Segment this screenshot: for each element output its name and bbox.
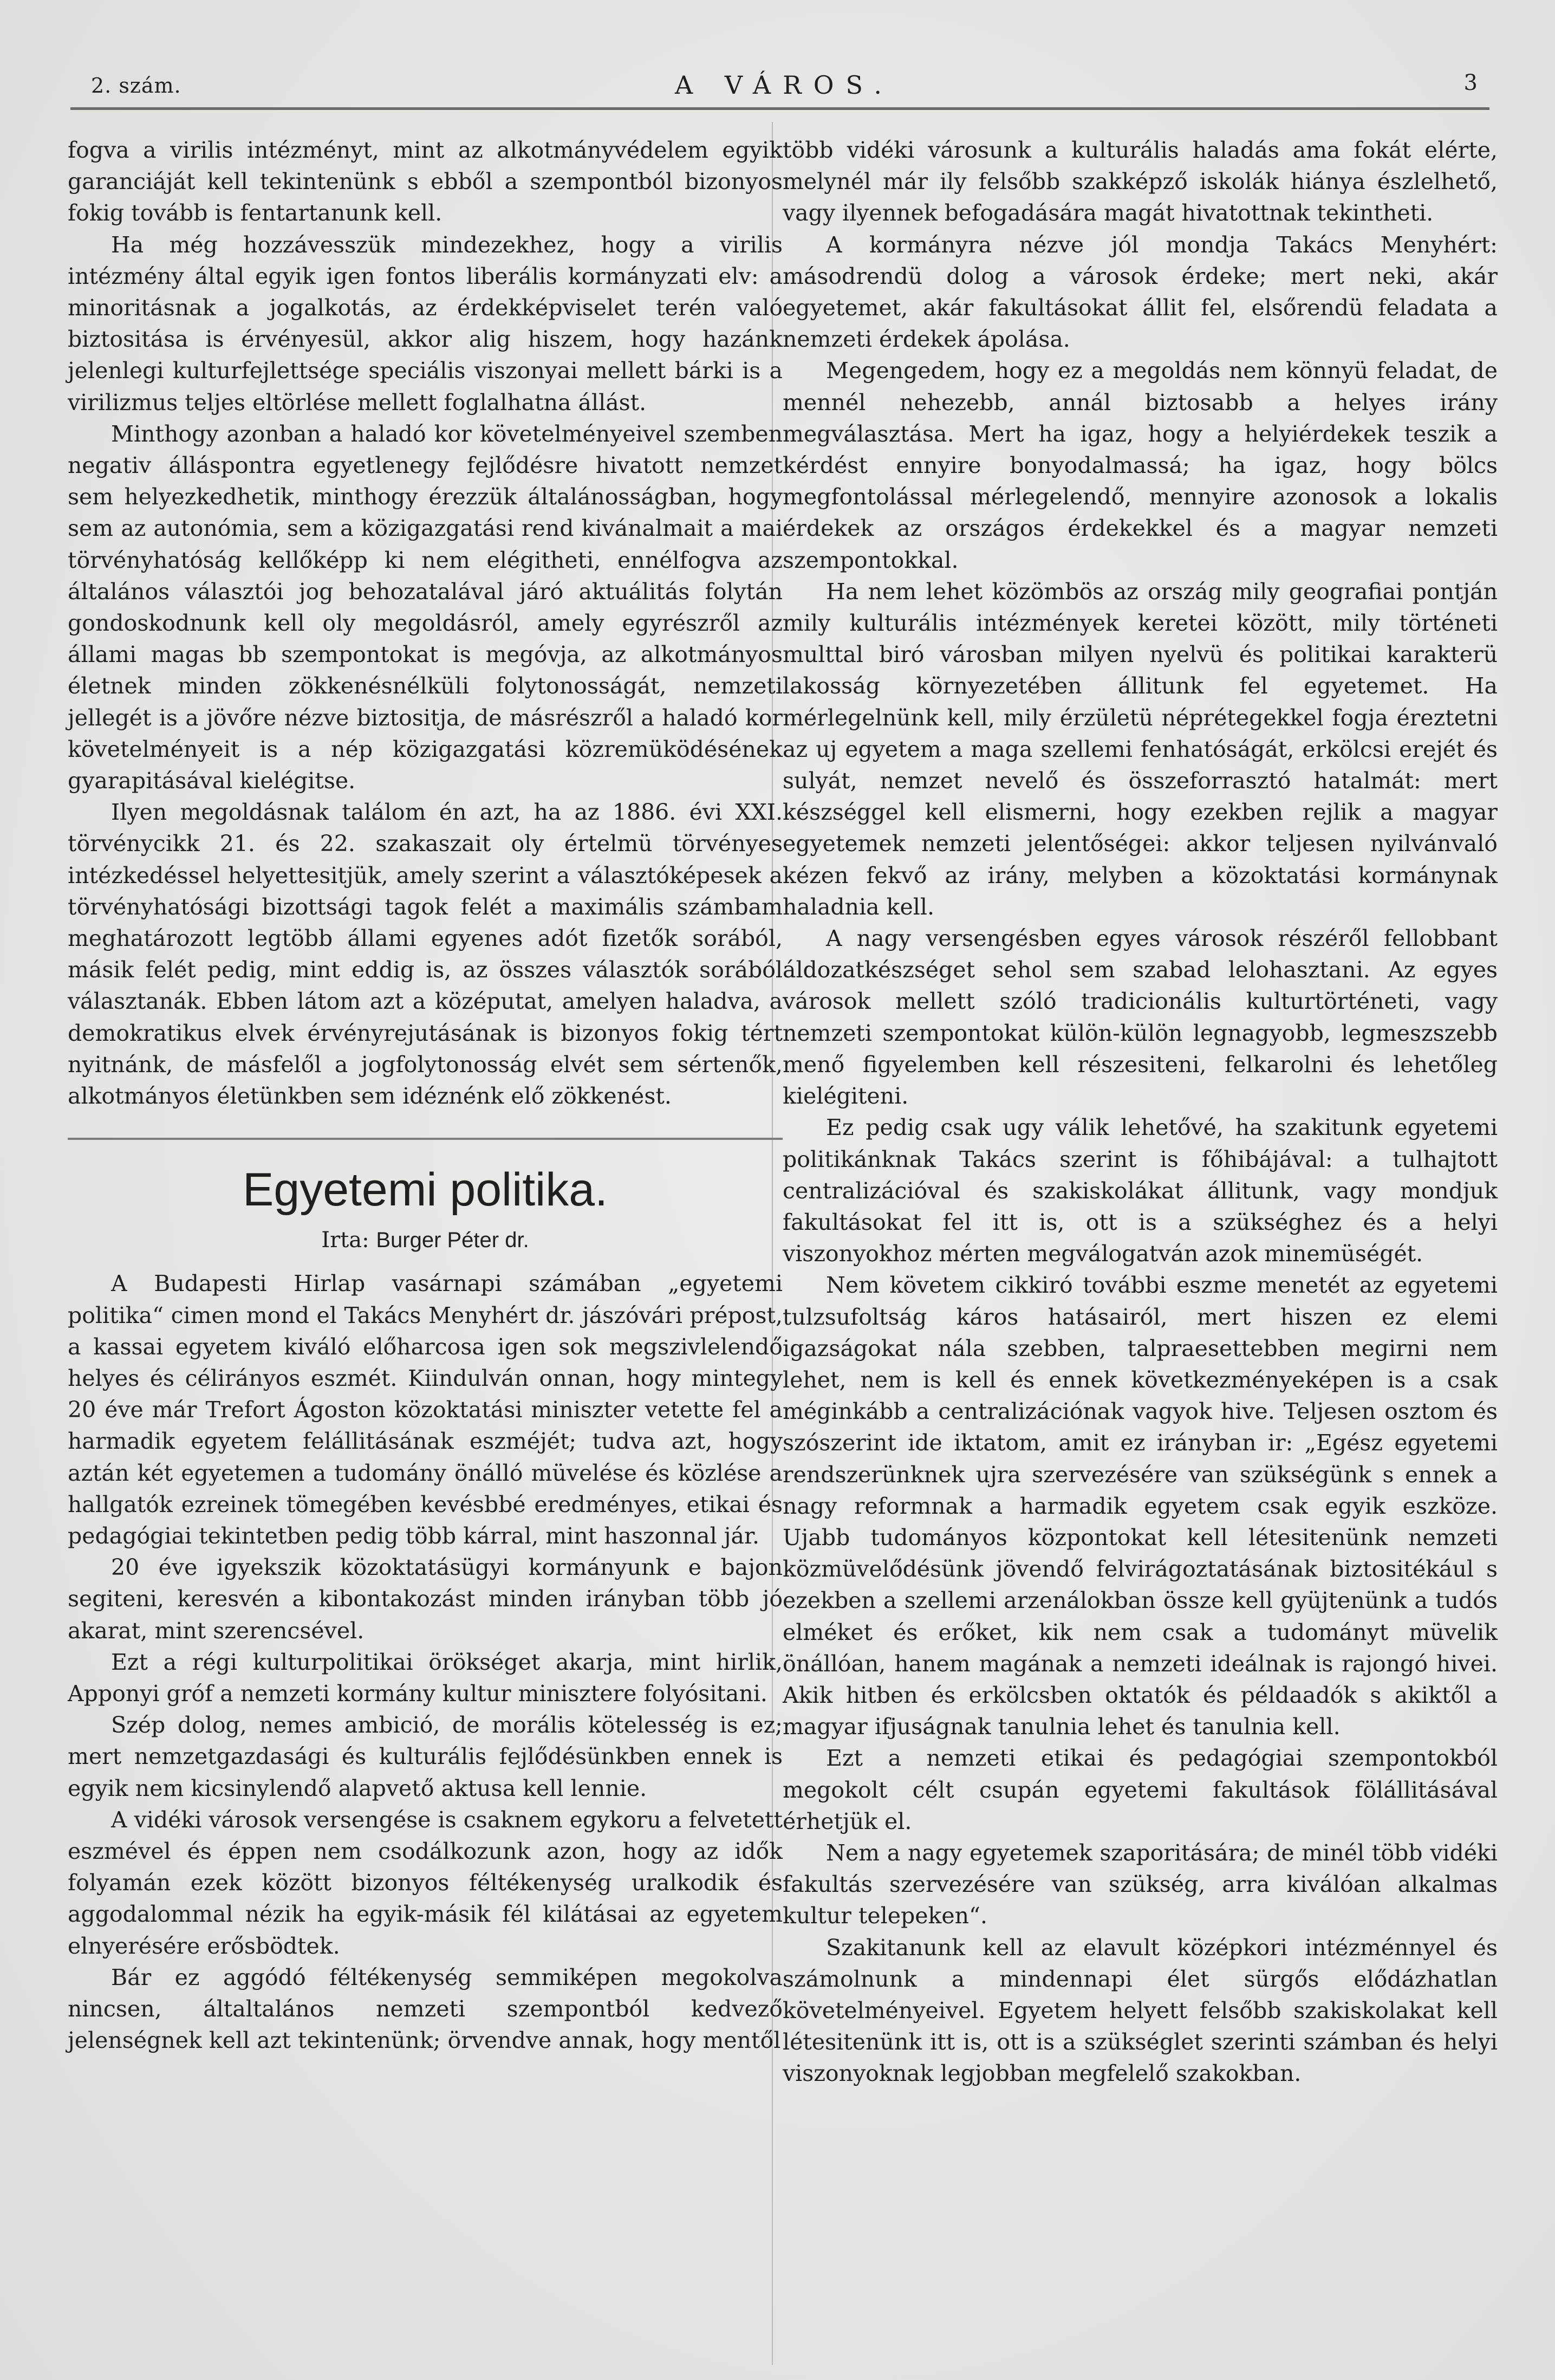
article-paragraph: A Budapesti Hirlap vasárnapi számában „egyetemi politika“ cimen mond el Takács Menyhért dr. jászóvári prépost, a kassai egyetem kiváló előharcosa igen sok megszivlelendő helyes és célirányos eszmét. Kiindulván onnan, hogy mintegy 20 éve már Trefort Ágoston közoktatási miniszter vetette fel a harmadik egyetem felállitásának eszméjét; tudva azt, hogy aztán két egyetemen a tudomány önálló müvelése és közlése a hallgatók ezreinek tömegében kevésbbé eredményes, etikai és pedagógiai tekintetben pedig több kárral, mint haszonnal jár. <box>68 1270 783 1549</box>
right-column <box>783 134 1498 2090</box>
left-column <box>68 134 783 2056</box>
article-paragraph: Ezt a régi kulturpolitikai örökséget akarja, mint hirlik, Apponyi gróf a nemzeti kormány kultur minisztere folyósitani. <box>68 1649 783 1707</box>
paragraph: fogva a virilis intézményt, mint az alkotmányvédelem egyik garanciáját kell tekintenünk s ebből a szempontból bizonyos fokig tovább is fentartanunk kell. <box>68 137 783 226</box>
author-name: Burger Péter dr. <box>376 1228 529 1253</box>
paragraph: Minthogy azonban a haladó kor követelményeivel szemben negativ álláspontra egyetlenegy fejlődésre hivatott nemzet sem helyezkedhetik, minthogy érezzük általánosságban, hogy sem az autonómia, sem a közigazgatási rend kivánalmait a mai törvényhatóság kellőképp ki nem elégitheti, ennélfogva az általános választói jog behozatalával járó aktuálitás folytán gondoskodnunk kell oly megoldásról, amely egyrészről az állami magas bb szempontokat is megóvja, az alkotmányos életnek minden zökkenésnélküli folytonosságát, nemzeti jellegét is a jövőre nézve biztositja, de másrészről a haladó kor követelményeit is a nép közigazgatási közremüködésének gyarapitásával kielégitse. <box>68 420 783 794</box>
article-paragraph: 20 éve igyekszik közoktatásügyi kormányunk e bajon segiteni, keresvén a kibontakozást minden irányban több jó akarat, mint szerencsével. <box>68 1554 783 1644</box>
article-paragraph: A vidéki városok versengése is csaknem egykoru a felvetett eszmével és éppen nem csodálkozunk azon, hogy az idők folyamán ezek között bizonyos féltékenység uralkodik és aggodalommal nézik ha egyik-másik fél kilátásai az egyetem elnyerésére erősbödtek. <box>68 1806 783 1959</box>
article-paragraph: Szakitanunk kell az elavult középkori intézménnyel és számolnunk a mindennapi élet sürgős elődázhatlan követelményeivel. Egyetem helyett felsőbb szakiskolakat kell létesitenünk itt is, ott is a szükséglet szerinti számban és helyi viszonyoknak legjobban megfelelő szakokban. <box>783 1934 1498 2087</box>
byline <box>68 1224 783 1256</box>
page-number: 3 <box>1463 70 1478 95</box>
article-paragraph: Nem követem cikkiró további eszme menetét az egyetemi tulzsufoltság káros hatásairól, mert hiszen ez elemi igazságokat nála szebben, talpraesettebben megirni nem lehet, nem is kell és ennek következményeképen is a csak méginkább a centralizációnak vagyok hive. Teljesen osztom és szószerint ide iktatom, amit ez irányban ir: „Egész egyetemi rendszerünknek ujra szervezésére van szükségünk s ennek a nagy reformnak a harmadik egyetem csak egyik eszköze. Ujabb tudományos központokat kell létesitenünk nemzeti közmüvelődésünk jövendő felvirágoztatásának biztositékául s ezekben a szellemi arzenálokban össze kell gyüjtenünk a tudós elméket és erőket, kik nem csak a tudományt müvelik önállóan, hanem magának a nemzeti ideálnak is rajongó hivei. Akik hitben és erkölcsben oktatók és példaadók s akiktől a magyar ifjuságnak tanulnia lehet és tanulnia kell. <box>783 1272 1498 1740</box>
paragraph: Ha még hozzávesszük mindezekhez, hogy a virilis intézmény által egyik igen fontos liberális kormányzati elv: a minoritásnak a jogalkotás, az érdekképviselet terén való biztositása is érvényesül, akkor alig hiszem, hogy hazánk jelenlegi kulturfejlettsége speciális viszonyai mellett bárki is a virilizmus teljes eltörlése mellett foglalhatna állást. <box>68 231 783 416</box>
section-divider <box>68 1138 783 1140</box>
article-title: Egyetemi politika. <box>243 1164 608 1216</box>
paragraph: Ilyen megoldásnak találom én azt, ha az 1886. évi XXI. törvénycikk 21. és 22. szakaszait oly értelmü törvényes intézkedéssel helyettesitjük, amely szerint a választóképesek a törvényhatósági bizottsági tagok felét a maximális számbam meghatározott legtöbb állami egyenes adót fizetők sorából, másik felét pedig, mint eddig is, az összes választók sorából választanák. Ebben látom azt a középutat, amelyen haladva, a demokratikus elvek érvényrejutásának is bizonyos fokig tért nyitnánk, de másfelől a jogfolytonosság elvét sem sértenők, alkotmányos életünkben sem idéznénk elő zökkenést. <box>68 799 783 1110</box>
article-paragraph: A kormányra nézve jól mondja Takács Menyhért: másodrendü dolog a városok érdeke; mert neki, akár egyetemet, akár fakultásokat állit fel, elsőrendü feladata a nemzeti érdekek ápolása. <box>783 231 1498 353</box>
article-paragraph: Bár ez aggódó féltékenység semmiképen megokolva nincsen, általtalános nemzeti szempontból kedvező jelenségnek kell azt tekintenünk; örvendve annak, hogy mentől <box>68 1964 783 2054</box>
article-paragraph: több vidéki városunk a kulturális haladás ama fokát elérte, melynél már ily felsőbb szakképző iskolák hiánya észlelhető, vagy ilyennek befogadására magát hivatottnak tekintheti. <box>783 137 1498 226</box>
article-paragraph: Ez pedig csak ugy válik lehetővé, ha szakitunk egyetemi politikánknak Takács szerint is főhibájával: a tulhajtott centralizációval és szakiskolákat állitunk, vagy mondjuk fakultásokat fel itt is, ott is a szükséghez és a helyi viszonyokhoz mérten megválogatván azok minemüségét. <box>783 1114 1498 1267</box>
article-paragraph: Ezt a nemzeti etikai és pedagógiai szempontokból megokolt célt csupán egyetemi fakultások fölállitásával érhetjük el. <box>783 1745 1498 1834</box>
publication-title: A VÁROS. <box>674 70 894 100</box>
article-paragraph: A nagy versengésben egyes városok részéről fellobbant áldozatkészséget sehol sem szabad lelohasztani. Az egyes városok mellett szóló tradicionális kulturtörténeti, vagy nemzeti szempontokat külön-külön legnagyobb, legmeszszebb menő figyelemben kell részesiteni, felkarolni és lehetőleg kielégiteni. <box>783 925 1498 1110</box>
article-paragraph: Ha nem lehet közömbös az ország mily geografiai pontján mily kulturális intézmények keretei között, mily történeti multtal biró városban milyen nyelvü és politikai karakterü lakosság környezetében állitunk fel egyetemet. Ha mérlegelnünk kell, mily érzületü néprétegekkel fogja éreztetni az uj egyetem a maga szellemi fenhatóságát, erkölcsi erejét és sulyát, nemzet nevelő és összeforrasztó hatalmát: mert készséggel kell elismerni, hogy ezekben rejlik a magyar egyetemek nemzeti jelentőségei: akkor teljesen nyilvánvaló kézen fekvő az irány, melyben a közoktatási kormánynak haladnia kell. <box>783 578 1498 920</box>
issue-number: 2. szám. <box>91 74 181 98</box>
running-head <box>91 70 1478 103</box>
byline-label: Irta: <box>321 1228 369 1253</box>
article-paragraph: Megengedem, hogy ez a megoldás nem könnyü feladat, de mennél nehezebb, annál biztosabb a helyes irány megválasztása. Mert ha igaz, hogy a helyiérdekek teszik a kérdést ennyire bonyodalmassá; ha igaz, hogy bölcs megfontolással mérlegelendő, mennyire azonosok a lokalis érdekek az országos érdekekkel és a magyar nemzeti szempontokkal. <box>783 358 1498 573</box>
article-paragraph: Szép dolog, nemes ambició, de morális kötelesség is ez; mert nemzetgazdasági és kulturális fejlődésünkben ennek is egyik nem kicsinylendő alapvető aktusa kell lennie. <box>68 1712 783 1801</box>
article-paragraph: Nem a nagy egyetemek szaporitására; de minél több vidéki fakultás szervezésére van szükség, arra kiválóan alkalmas kultur telepeken“. <box>783 1839 1498 1929</box>
header-rule <box>70 107 1489 110</box>
